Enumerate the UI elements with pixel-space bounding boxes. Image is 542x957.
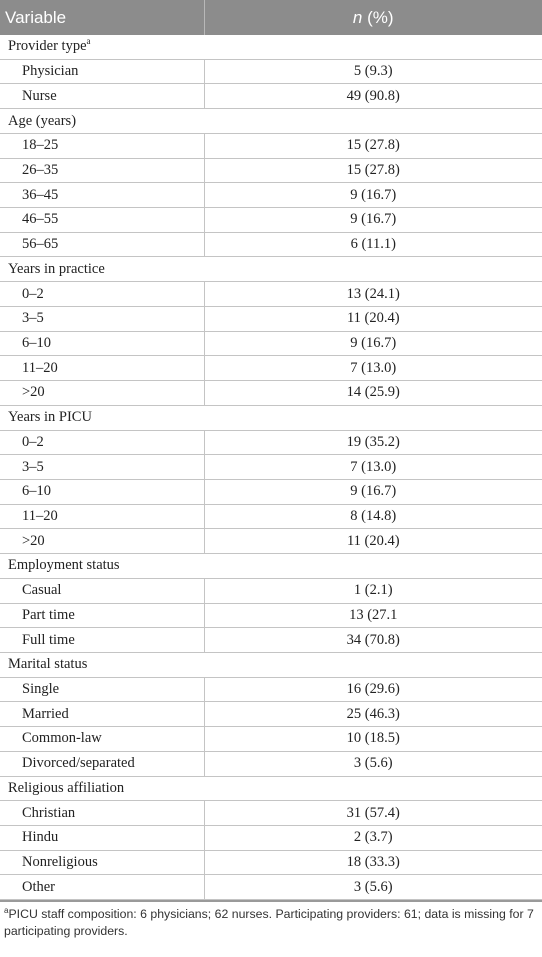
- group-title: [0, 554, 542, 579]
- row-label: 26–35: [0, 158, 204, 183]
- row-value: 14 (25.9): [204, 381, 542, 406]
- row-label: 11–20: [0, 356, 204, 381]
- table-row: [0, 282, 542, 307]
- row-label: Married: [0, 702, 204, 727]
- row-label: Single: [0, 677, 204, 702]
- footnote-marker: a: [4, 906, 9, 916]
- header-variable: Variable: [0, 0, 204, 35]
- row-label: >20: [0, 529, 204, 554]
- row-label: Full time: [0, 628, 204, 653]
- group-row: [0, 652, 542, 677]
- row-label: Divorced/separated: [0, 751, 204, 776]
- row-value: 7 (13.0): [204, 455, 542, 480]
- row-label: 0–2: [0, 430, 204, 455]
- row-label: 11–20: [0, 504, 204, 529]
- row-value: 34 (70.8): [204, 628, 542, 653]
- table-row: [0, 875, 542, 900]
- row-value: 9 (16.7): [204, 183, 542, 208]
- row-value: 25 (46.3): [204, 702, 542, 727]
- table-row: [0, 628, 542, 653]
- table-row: [0, 727, 542, 752]
- table-row: [0, 430, 542, 455]
- footnote-text: PICU staff composition: 6 physicians; 62 nurses. Participating providers: 61; data is missing for 7 participating providers.: [4, 907, 534, 939]
- group-title-text: Years in practice: [8, 260, 105, 277]
- group-row: [0, 257, 542, 282]
- row-label: Christian: [0, 801, 204, 826]
- table-row: [0, 479, 542, 504]
- row-label: Nonreligious: [0, 850, 204, 875]
- row-label: Hindu: [0, 826, 204, 851]
- row-value: 13 (27.1: [204, 603, 542, 628]
- table-row: [0, 801, 542, 826]
- row-value: 9 (16.7): [204, 208, 542, 233]
- group-title: [0, 257, 542, 282]
- table-row: [0, 677, 542, 702]
- row-value: 49 (90.8): [204, 84, 542, 109]
- row-value: 19 (35.2): [204, 430, 542, 455]
- group-row: [0, 109, 542, 134]
- row-label: Physician: [0, 59, 204, 84]
- group-row: [0, 35, 542, 59]
- row-value: 9 (16.7): [204, 479, 542, 504]
- table-header: [0, 0, 542, 35]
- group-title-text: Employment status: [8, 557, 120, 574]
- row-value: 3 (5.6): [204, 751, 542, 776]
- table-row: [0, 331, 542, 356]
- row-label: 36–45: [0, 183, 204, 208]
- table-row: [0, 208, 542, 233]
- row-value: 11 (20.4): [204, 306, 542, 331]
- table-row: [0, 183, 542, 208]
- group-title-text: Age (years): [8, 112, 77, 129]
- table-row: [0, 603, 542, 628]
- group-title: [0, 405, 542, 430]
- group-title: [0, 109, 542, 134]
- row-label: 18–25: [0, 133, 204, 158]
- table-row: [0, 59, 542, 84]
- group-row: [0, 554, 542, 579]
- table-row: [0, 306, 542, 331]
- footnote-ref: a: [86, 36, 91, 47]
- row-value: 13 (24.1): [204, 282, 542, 307]
- row-value: 1 (2.1): [204, 578, 542, 603]
- row-label: 3–5: [0, 306, 204, 331]
- row-value: 3 (5.6): [204, 875, 542, 900]
- row-value: 11 (20.4): [204, 529, 542, 554]
- row-label: Common-law: [0, 727, 204, 752]
- header-row: [0, 0, 542, 35]
- row-label: Casual: [0, 578, 204, 603]
- table-row: [0, 578, 542, 603]
- row-value: 15 (27.8): [204, 158, 542, 183]
- group-title: [0, 35, 542, 59]
- table-row: [0, 751, 542, 776]
- row-value: 18 (33.3): [204, 850, 542, 875]
- header-n-percent: [204, 0, 542, 35]
- table-body: [0, 35, 542, 900]
- row-label: Nurse: [0, 84, 204, 109]
- group-title: [0, 776, 542, 801]
- row-label: Other: [0, 875, 204, 900]
- row-value: 9 (16.7): [204, 331, 542, 356]
- table-row: [0, 158, 542, 183]
- group-row: [0, 776, 542, 801]
- row-label: 3–5: [0, 455, 204, 480]
- table-footnote: [0, 902, 542, 940]
- table-row: [0, 356, 542, 381]
- row-value: 7 (13.0): [204, 356, 542, 381]
- group-title-text: Provider type: [8, 38, 87, 55]
- group-title-text: Years in PICU: [8, 409, 92, 426]
- row-value: 8 (14.8): [204, 504, 542, 529]
- row-value: 5 (9.3): [204, 59, 542, 84]
- row-label: Part time: [0, 603, 204, 628]
- table-row: [0, 702, 542, 727]
- row-label: 6–10: [0, 479, 204, 504]
- row-value: 16 (29.6): [204, 677, 542, 702]
- group-title-text: Religious affiliation: [8, 779, 125, 796]
- row-value: 2 (3.7): [204, 826, 542, 851]
- row-value: 15 (27.8): [204, 133, 542, 158]
- row-label: 6–10: [0, 331, 204, 356]
- row-value: 10 (18.5): [204, 727, 542, 752]
- table-row: [0, 232, 542, 257]
- row-value: 31 (57.4): [204, 801, 542, 826]
- table-row: [0, 381, 542, 406]
- row-value: 6 (11.1): [204, 232, 542, 257]
- group-title-text: Marital status: [8, 656, 88, 673]
- header-n: n: [352, 7, 363, 27]
- table-row: [0, 84, 542, 109]
- table-row: [0, 455, 542, 480]
- row-label: >20: [0, 381, 204, 406]
- group-row: [0, 405, 542, 430]
- group-title: [0, 652, 542, 677]
- table-row: [0, 529, 542, 554]
- table-row: [0, 826, 542, 851]
- row-label: 46–55: [0, 208, 204, 233]
- table-row: [0, 504, 542, 529]
- row-label: 0–2: [0, 282, 204, 307]
- header-percent: (%): [362, 7, 394, 27]
- table-row: [0, 133, 542, 158]
- row-label: 56–65: [0, 232, 204, 257]
- table-row: [0, 850, 542, 875]
